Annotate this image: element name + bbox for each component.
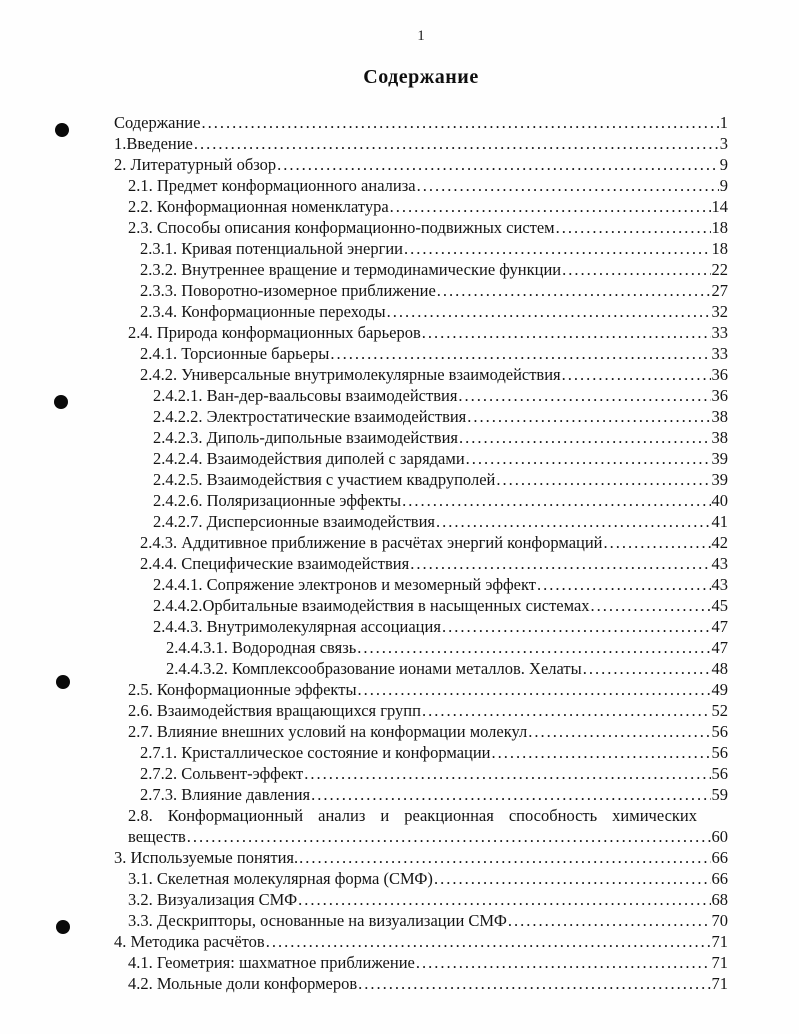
toc-page-number: 36: [711, 365, 728, 384]
toc-entry: [114, 595, 728, 616]
toc-page-number: 41: [711, 512, 728, 531]
toc-entry: [114, 700, 728, 721]
dot-leader: [311, 784, 710, 805]
toc-entry-label: 2.4.4.3.1. Водородная связь: [166, 638, 357, 657]
toc-entry-label: 2.4.3. Аддитивное приближение в расчётах энергий конформаций: [140, 533, 603, 552]
dot-leader: [358, 679, 711, 700]
toc-page-number: 3: [719, 134, 728, 153]
binding-hole-icon: [54, 395, 68, 409]
toc-entry-label: 2.4.2.2. Электростатические взаимодействия: [153, 407, 467, 426]
toc-entry-label: 2. Литературный обзор: [114, 155, 277, 174]
toc-entry: [114, 784, 728, 805]
toc-entry-label: Содержание: [114, 113, 201, 132]
binding-hole-icon: [56, 920, 70, 934]
toc-entry: [114, 406, 728, 427]
dot-leader: [357, 637, 710, 658]
toc-page-number: 48: [711, 659, 728, 678]
dot-leader: [422, 700, 711, 721]
toc-entry: [114, 889, 728, 910]
toc-entry-label: 2.6. Взаимодействия вращающихся групп: [128, 701, 421, 720]
toc-page-number: 47: [711, 638, 728, 657]
toc-entry-label: 2.7. Влияние внешних условий на конформации молекул: [128, 722, 528, 741]
toc-entry-label: 4.2. Мольные доли конформеров: [128, 974, 358, 993]
toc-entry-label: 2.4.2.7. Дисперсионные взаимодействия: [153, 512, 436, 531]
toc-page-number: 27: [711, 281, 728, 300]
toc-entry: [114, 343, 728, 364]
dot-leader: [508, 910, 711, 931]
toc-entry-label-continued: веществ: [128, 827, 186, 846]
toc-entry-label: 1.Введение: [114, 134, 193, 153]
dot-leader: [299, 847, 710, 868]
dot-leader: [562, 259, 710, 280]
dot-leader: [201, 112, 718, 133]
toc-page-number: 40: [711, 491, 728, 510]
toc-entry: [114, 427, 728, 448]
toc-entry-label: 2.3.3. Поворотно-изомерное приближение: [140, 281, 436, 300]
toc-page-number: 43: [711, 575, 728, 594]
toc-entry-label: 2.1. Предмет конформационного анализа: [128, 176, 416, 195]
toc-entry: [114, 868, 728, 889]
toc-entry-label: 2.4.4.3.2. Комплексообразование ионами металлов. Хелаты: [166, 659, 582, 678]
dot-leader: [416, 952, 711, 973]
toc-entry-label: 2.4.4.1. Сопряжение электронов и мезомерный эффект: [153, 575, 536, 594]
dot-leader: [422, 322, 711, 343]
dot-leader: [298, 889, 710, 910]
binding-hole-icon: [56, 675, 70, 689]
toc-page-number: 42: [711, 533, 728, 552]
toc-page-number: 9: [719, 176, 728, 195]
toc-entry-label: 2.4.2.6. Поляризационные эффекты: [153, 491, 402, 510]
page-title: Содержание: [363, 66, 479, 88]
toc-page-number: 71: [711, 953, 728, 972]
dot-leader: [492, 742, 711, 763]
toc-page-number: 56: [711, 722, 728, 741]
toc-page-number: 9: [719, 155, 728, 174]
toc-entry: [114, 763, 728, 784]
toc-entry: [114, 112, 728, 133]
dot-leader: [556, 217, 711, 238]
toc-entry-label: 2.5. Конформационные эффекты: [128, 680, 357, 699]
toc-entry: [114, 931, 728, 952]
toc-page-number: 60: [711, 827, 728, 846]
toc-entry: [114, 553, 728, 574]
dot-leader: [583, 658, 711, 679]
toc-entry: [114, 175, 728, 196]
dot-leader: [187, 826, 711, 847]
dot-leader: [436, 511, 710, 532]
toc-page-number: 43: [711, 554, 728, 573]
toc-entry-label: 2.3.2. Внутреннее вращение и термодинамические функции: [140, 260, 562, 279]
toc-entry-label: 3. Используемые понятия.: [114, 848, 299, 867]
toc-entry: [114, 385, 728, 406]
dot-leader: [458, 385, 710, 406]
toc-entry: [114, 154, 728, 175]
dot-leader: [402, 490, 710, 511]
toc-page-number: 49: [711, 680, 728, 699]
toc-page-number: 59: [711, 785, 728, 804]
toc-page-number: 18: [711, 239, 728, 258]
toc-entry: [114, 679, 728, 700]
toc-page-number: 66: [711, 848, 728, 867]
dot-leader: [387, 301, 711, 322]
toc-entry-label: 2.7.3. Влияние давления: [140, 785, 311, 804]
toc-entry: [114, 196, 728, 217]
toc-entry: [114, 805, 697, 826]
dot-leader: [404, 238, 710, 259]
toc-entry: [114, 511, 728, 532]
toc-entry-label: 2.4.4.2.Орбитальные взаимодействия в насыщенных системах: [153, 596, 590, 615]
dot-leader: [417, 175, 719, 196]
dot-leader: [277, 154, 719, 175]
toc-entry: [114, 658, 728, 679]
toc-entry-label: 2.3.1. Кривая потенциальной энергии: [140, 239, 404, 258]
toc-entry: [114, 469, 728, 490]
toc-page-number: 32: [711, 302, 728, 321]
toc-entry: [114, 259, 728, 280]
toc-page-number: 56: [711, 743, 728, 762]
toc-entry-label: 3.2. Визуализация СМФ: [128, 890, 298, 909]
table-of-contents: [114, 112, 728, 994]
toc-entry-label: 2.7.2. Сольвент-эффект: [140, 764, 304, 783]
dot-leader: [466, 448, 711, 469]
dot-leader: [459, 427, 710, 448]
toc-entry-label: 3.1. Скелетная молекулярная форма (СМФ): [128, 869, 433, 888]
dot-leader: [266, 931, 711, 952]
toc-page-number: 47: [711, 617, 728, 636]
toc-entry-label: 2.4.2. Универсальные внутримолекулярные взаимодействия: [140, 365, 561, 384]
dot-leader: [528, 721, 710, 742]
toc-entry: [114, 448, 728, 469]
toc-entry: [114, 532, 728, 553]
toc-entry: [114, 952, 728, 973]
toc-page-number: 39: [711, 449, 728, 468]
toc-entry: [114, 238, 728, 259]
toc-entry-label: 2.4.2.4. Взаимодействия диполей с зарядами: [153, 449, 465, 468]
toc-page-number: 70: [711, 911, 728, 930]
toc-entry: [114, 721, 728, 742]
toc-entry: [114, 133, 728, 154]
toc-page-number: 14: [711, 197, 728, 216]
dot-leader: [330, 343, 710, 364]
toc-entry-label: 2.7.1. Кристаллическое состояние и конформации: [140, 743, 491, 762]
toc-entry-label: 2.2. Конформационная номенклатура: [128, 197, 389, 216]
toc-page-number: 68: [711, 890, 728, 909]
toc-entry: [114, 217, 728, 238]
toc-page-number: 56: [711, 764, 728, 783]
dot-leader: [390, 196, 711, 217]
toc-entry-label: 2.3.4. Конформационные переходы: [140, 302, 386, 321]
toc-entry: [114, 301, 728, 322]
toc-page-number: 52: [711, 701, 728, 720]
toc-entry: [114, 280, 728, 301]
toc-entry-label: 2.4.1. Торсионные барьеры: [140, 344, 330, 363]
dot-leader: [437, 280, 711, 301]
toc-entry: [114, 616, 728, 637]
dot-leader: [537, 574, 711, 595]
toc-page-number: 38: [711, 428, 728, 447]
toc-page-number: 71: [711, 932, 728, 951]
dot-leader: [591, 595, 711, 616]
toc-page-number: 66: [711, 869, 728, 888]
toc-page-number: 71: [711, 974, 728, 993]
dot-leader: [304, 763, 710, 784]
binding-hole-icon: [55, 123, 69, 137]
toc-entry: [114, 973, 728, 994]
toc-entry-label: 2.4. Природа конформационных барьеров: [128, 323, 421, 342]
toc-entry: [114, 742, 728, 763]
toc-entry-label: 3.3. Дескрипторы, основанные на визуализации СМФ: [128, 911, 507, 930]
toc-entry-label: 2.3. Способы описания конформационно-подвижных систем: [128, 218, 555, 237]
dot-leader: [562, 364, 711, 385]
toc-entry-label: 2.4.2.3. Диполь-дипольные взаимодействия: [153, 428, 459, 447]
toc-entry-label: 4.1. Геометрия: шахматное приближение: [128, 953, 415, 972]
toc-entry: [114, 637, 728, 658]
toc-page-number: 33: [711, 323, 728, 342]
toc-entry-label: 2.4.2.5. Взаимодействия с участием квадруполей: [153, 470, 496, 489]
toc-page-number: 45: [711, 596, 728, 615]
dot-leader: [410, 553, 710, 574]
toc-entry: [114, 574, 728, 595]
dot-leader: [496, 469, 710, 490]
toc-entry-label: 2.4.4. Специфические взаимодействия: [140, 554, 410, 573]
toc-page-number: 18: [711, 218, 728, 237]
toc-page-number: 38: [711, 407, 728, 426]
toc-entry-label: 2.8. Конформационный анализ и реакционная способность химических: [128, 806, 697, 825]
toc-entry-label: 4. Методика расчётов: [114, 932, 265, 951]
header-page-number: 1: [417, 28, 425, 44]
dot-leader: [442, 616, 711, 637]
toc-page-number: 39: [711, 470, 728, 489]
toc-page-number: 1: [719, 113, 728, 132]
toc-page-number: 36: [711, 386, 728, 405]
dot-leader: [604, 532, 711, 553]
toc-page-number: 22: [711, 260, 728, 279]
toc-entry: [114, 826, 728, 847]
toc-entry: [114, 322, 728, 343]
toc-entry-label: 2.4.4.3. Внутримолекулярная ассоциация: [153, 617, 441, 636]
dot-leader: [434, 868, 711, 889]
toc-entry: [114, 847, 728, 868]
toc-entry: [114, 490, 728, 511]
toc-entry: [114, 364, 728, 385]
toc-entry: [114, 910, 728, 931]
dot-leader: [467, 406, 710, 427]
dot-leader: [358, 973, 710, 994]
dot-leader: [194, 133, 719, 154]
toc-page-number: 33: [711, 344, 728, 363]
toc-entry-label: 2.4.2.1. Ван-дер-ваальсовы взаимодействия: [153, 386, 458, 405]
